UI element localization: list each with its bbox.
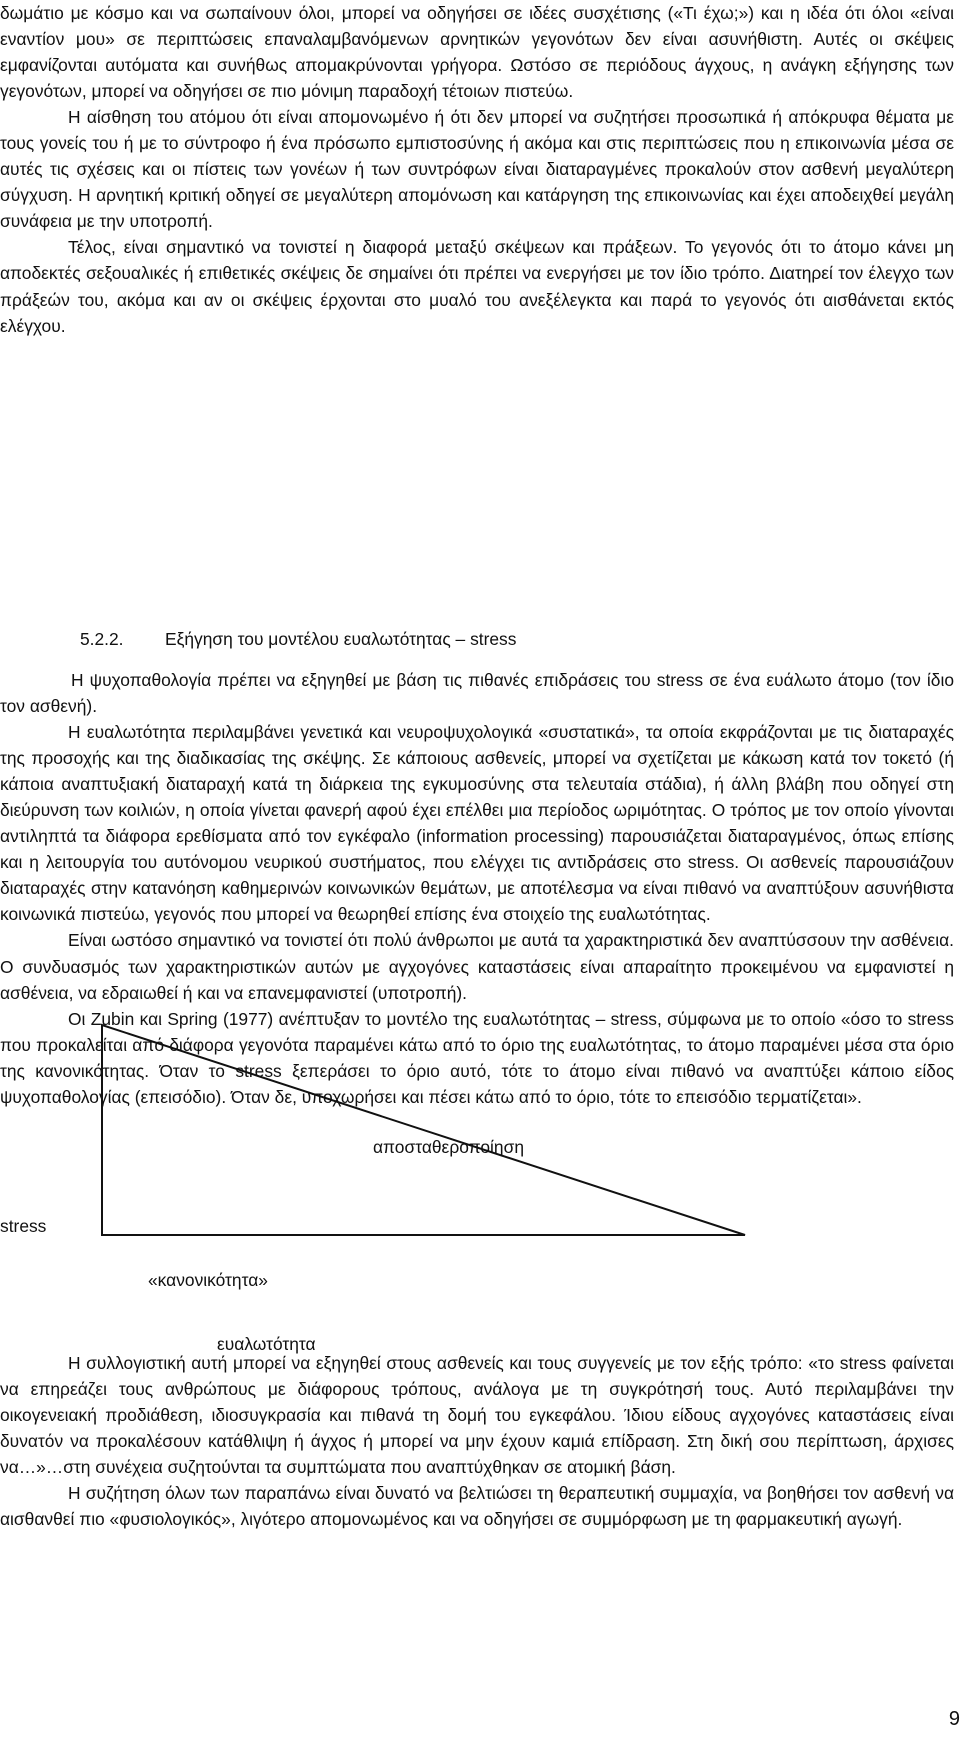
triangle-shape (102, 1025, 745, 1235)
paragraph: Η ψυχοπαθολογία πρέπει να εξηγηθεί με βάση τις πιθανές επιδράσεις του stress σε ένα ευάλωτο άτομο (τον ίδιο τον ασθενή). (0, 670, 954, 717)
text-block-bottom (0, 1350, 954, 1532)
paragraph: Η συλλογιστική αυτή μπορεί να εξηγηθεί στους ασθενείς και τους συγγενείς με τον εξής τρόπο: «το stress φαίνεται να επηρεάζει τους ανθρώπους με διάφορους τρόπους, ανάλογα με τη συγκρότησή τους. Αυτό περιλαμβάνει την οικογενειακή προδιάθεση, ιδιοσυγκρασία και πιθανά τη δομή του εγκεφάλου. Ίδιου είδους αγχογόνες καταστάσεις είναι δυνατόν να προκαλέσουν κατάθλιψη ή άγχος ή μπορεί να μην έχουν καμιά επίδραση. Στη δική σου περίπτωση, άρχισες να…»…στη συνέχεια συζητούνται τα συμπτώματα που αναπτύχθηκαν σε ατομική βάση. (0, 1353, 954, 1478)
section-heading (80, 626, 516, 652)
label-normality: «κανονικότητα» (148, 1270, 268, 1290)
section-title: Εξήγηση του μοντέλου ευαλωτότητας – stress (165, 629, 517, 649)
label-vulnerability: ευαλωτότητα (217, 1334, 316, 1354)
paragraph: Η συζήτηση όλων των παραπάνω είναι δυνατό να βελτιώσει τη θεραπευτική συμμαχία, να βοηθήσει τον ασθενή να αισθανθεί πιο «φυσιολογικός», λιγότερο απομονωμένος και να οδηγήσει σε συμμόρφωση με τη φαρμακευτική αγωγή. (0, 1483, 954, 1530)
paragraph: Τέλος, είναι σημαντικό να τονιστεί η διαφορά μεταξύ σκέψεων και πράξεων. Το γεγονός ότι το άτομο κάνει μη αποδεκτές σεξουαλικές ή επιθετικές σκέψεις δε σημαίνει ότι πρέπει να ενεργήσει με τον ίδιο τρόπο. Διατηρεί τον έλεγχο των πράξεών του, ακόμα και αν οι σκέψεις έρχονται στο μυαλό του ανεξέλεγκτα και παρά το γεγονός ότι αισθάνεται εκτός ελέγχου. (0, 237, 954, 336)
paragraph: δωμάτιο με κόσμο και να σωπαίνουν όλοι, μπορεί να οδηγήσει σε ιδέες συσχέτισης («Τι έχω;») και η ιδέα ότι όλοι «είναι εναντίον μου» σε περιπτώσεις επαναλαμβανόμενων αρνητικών γεγονότων δεν είναι ασυνήθιστη. Αυτές οι σκέψεις εμφανίζονται αυτόματα και συνήθως απομακρύνονται γρήγορα. Ωστόσο σε περιόδους άγχους, η ανάγκη εξήγησης των γεγονότων, μπορεί να οδηγήσει σε πιο μόνιμη παραδοχή τέτοιων πιστεύω. (0, 3, 954, 102)
vulnerability-stress-diagram (0, 1000, 960, 1354)
paragraph: Είναι ωστόσο σημαντικό να τονιστεί ότι πολύ άνθρωποι με αυτά τα χαρακτηριστικά δεν αναπτύσσουν την ασθένεια. Ο συνδυασμός των χαρακτηριστικών αυτών με αγχογόνες καταστάσεις είναι απαραίτητο προκειμένου να εμφανιστεί η ασθένεια, να εδραιωθεί ή και να επανεμφανιστεί (υποτροπή). (0, 930, 954, 1003)
label-stress: stress (0, 1216, 47, 1236)
paragraph: Οι Zubin και Spring (1977) ανέπτυξαν το μοντέλο της ευαλωτότητας – stress, σύμφωνα με το οποίο «όσο το stress που προκαλείται από διάφορα γεγονότα παραμένει κάτω από το όριο της ευαλωτότητας, το άτομο παραμένει μέσα στα όριο της κανονικότητας. Όταν το stress ξεπεράσει το όριο αυτό, τότε το άτομο είναι πιθανό να αναπτύξει κάποιο είδος ψυχοπαθολογίας (επεισόδιο). Όταν δε, υποχωρήσει και πέσει κάτω από το όριο, τότε το επεισόδιο τερματίζεται». (0, 1008, 954, 1107)
triangle-diagram (0, 1000, 960, 1340)
text-block-top (0, 0, 954, 339)
paragraph: Η ευαλωτότητα περιλαμβάνει γενετικά και νευροψυχολογικά «συστατικά», τα οποία εκφράζονται με τις διαταραχές της προσοχής και της διαδικασίας της σκέψης. Σε κάποιους ασθενείς, μπορεί να σχετίζεται με κάκωση κατά τον τοκετό (ή κάποια αναπτυξιακή διαταραχή κατά τη διάρκεια της εγκυμοσύνης στα τελευταία στάδια), ή άλλη βλάβη που οδηγεί στη διεύρυνση των κοιλιών, η οποία γίνεται φανερή αφού έχει επέλθει μια περίοδος ωριμότητας. Ο τρόπος με τον οποίο γίνονται αντιληπτά τα διάφορα ερεθίσματα από τον εγκέφαλο (information processing) παρουσιάζεται διαταραγμένος, όπως επίσης και η λειτουργία του αυτόνομου νευρικού συστήματος, που ελέγχει τις αντιδράσεις στο stress. Οι ασθενείς παρουσιάζουν διαταραχές στην κατανόηση καθημερινών κοινωνικών θεμάτων, με αποτέλεσμα να είναι πιθανό να αναπτύξουν ασυνήθιστα κοινωνικά πιστεύω, γεγονός που μπορεί να θεωρηθεί επίσης ένα στοιχείο της ευαλωτότητας. (0, 722, 954, 925)
label-destabilization: αποσταθεροποίηση (373, 1137, 524, 1157)
page-number: 9 (948, 1708, 960, 1730)
section-number: 5.2.2. (80, 629, 124, 649)
paragraph: Η αίσθηση του ατόμου ότι είναι απομονωμένο ή ότι δεν μπορεί να συζητήσει προσωπικά ή απόκρυφα θέματα με τους γονείς του ή με το σύντροφο ή ένα πρόσωπο εμπιστοσύνης ή ακόμα και στις περιπτώσεις που η επικοινωνία μέσα σε αυτές τις σχέσεις και οι πίστεις των γονέων ή των συντρόφων είναι διαταραγμένες προκαλούν στον ασθενή μεγαλύτερη σύγχυση. Η αρνητική κριτική οδηγεί σε μεγαλύτερη απομόνωση και κατάργηση της επικοινωνίας και έχει αποδειχθεί μεγάλη συνάφεια με την υποτροπή. (0, 107, 954, 232)
